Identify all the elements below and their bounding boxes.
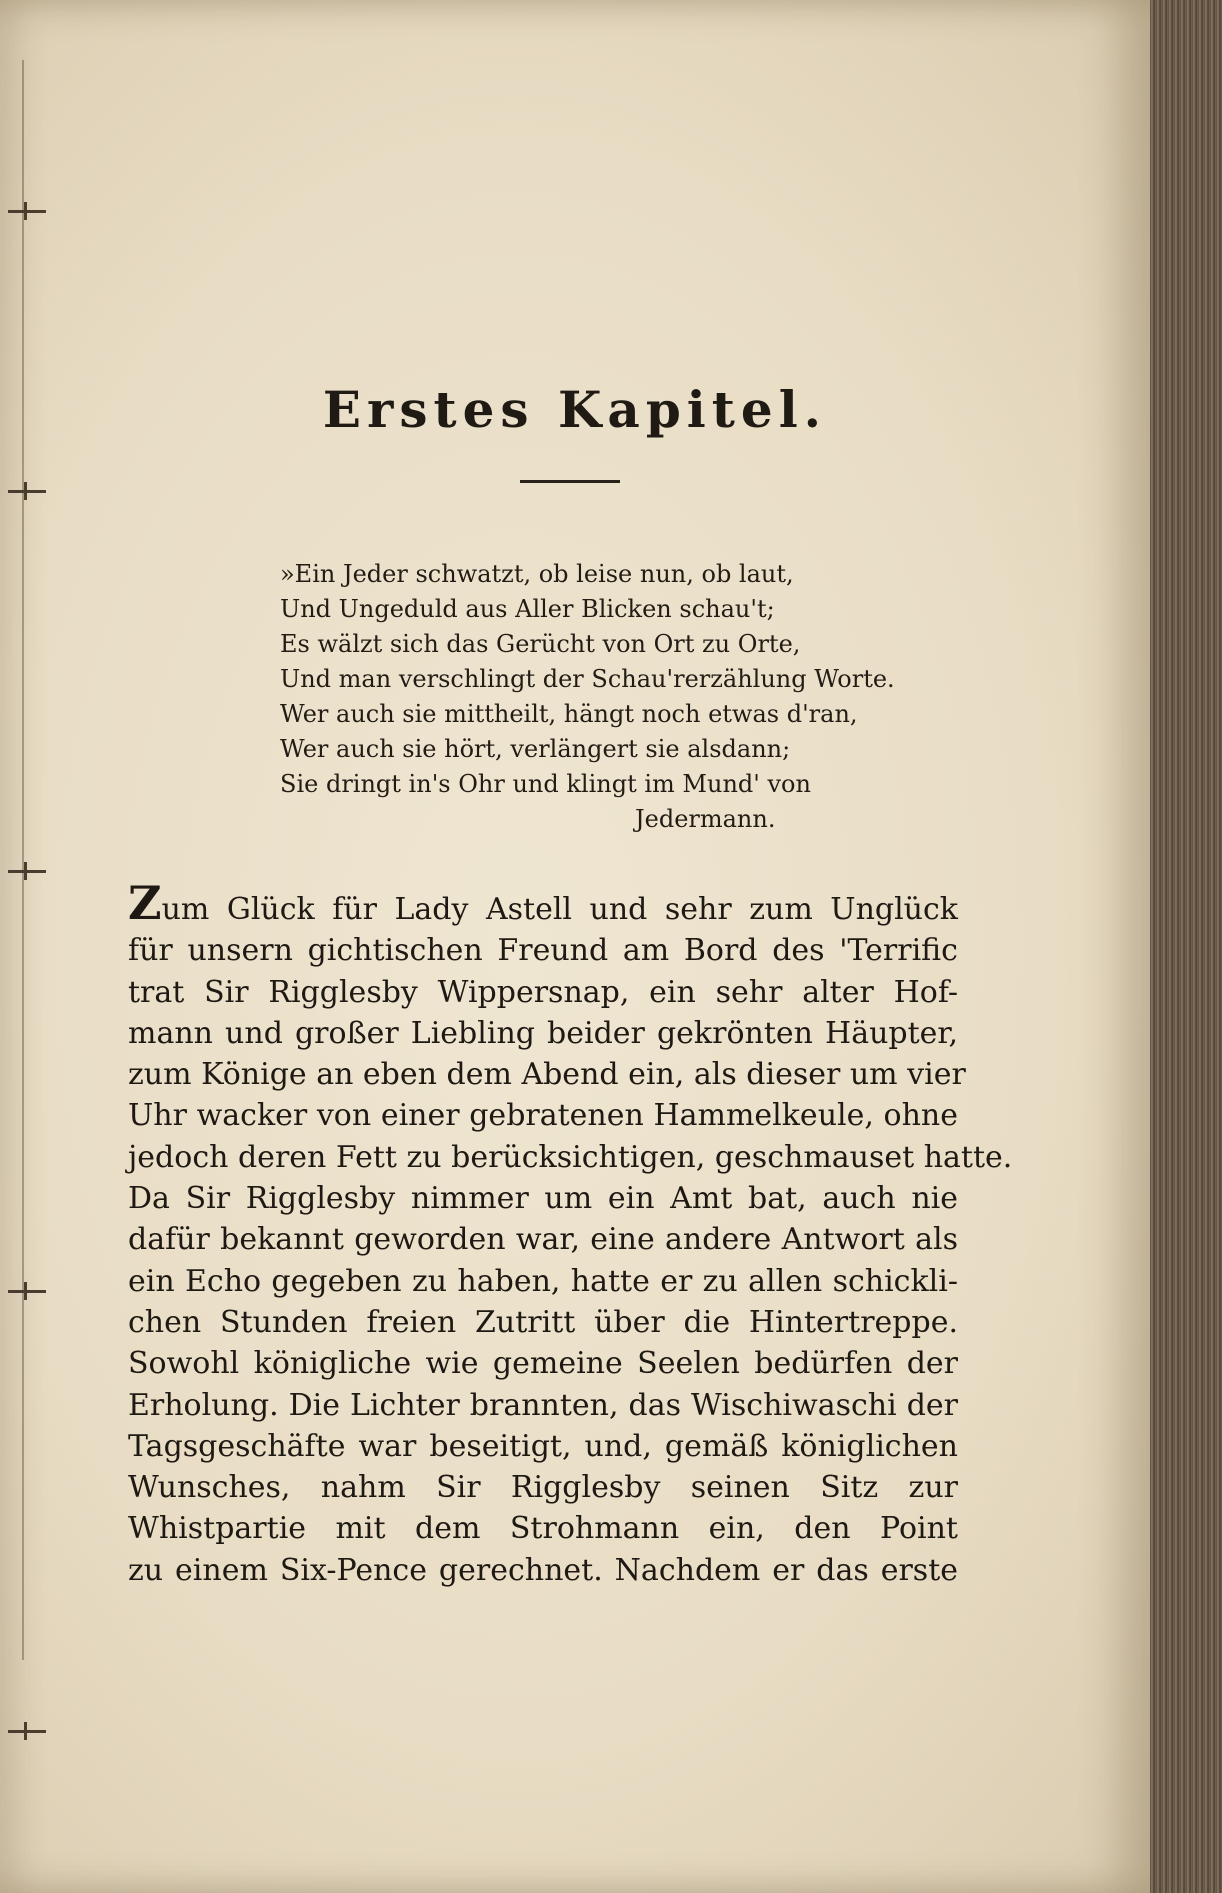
- text-line: jedoch deren Fett zu berücksichtigen, geschmauset hatte.: [128, 1139, 1013, 1175]
- text-line: ein Echo gegeben zu haben, hatte er zu allen schickli-: [128, 1263, 958, 1299]
- verse-line: »Ein Jeder schwatzt, ob leise nun, ob laut,: [280, 560, 794, 588]
- text-line: chen Stunden freien Zutritt über die Hintertreppe.: [128, 1304, 958, 1340]
- text-line: Uhr wacker von einer gebratenen Hammelkeule, ohne: [128, 1098, 958, 1134]
- text-line: Erholung. Die Lichter brannten, das Wischiwaschi der: [128, 1387, 958, 1423]
- binding-stitch: [8, 490, 46, 493]
- text-line: für unsern gichtischen Freund am Bord des 'Terrific: [128, 933, 958, 969]
- chapter-title: Erstes Kapitel.: [322, 380, 828, 439]
- verse-line: Es wälzt sich das Gerücht von Ort zu Orte,: [280, 630, 801, 658]
- motto-verse: [280, 557, 960, 837]
- text-line: zum Könige an eben dem Abend ein, als dieser um vier: [128, 1057, 966, 1093]
- verse-line: Jedermann.: [635, 805, 776, 833]
- divider-rule: [520, 480, 620, 483]
- text-line: dafür bekannt geworden war, eine andere Antwort als: [128, 1222, 958, 1258]
- text-line: zu einem Six-Pence gerechnet. Nachdem er das erste: [128, 1552, 958, 1588]
- binding-stitch: [8, 870, 46, 873]
- drop-cap: Z: [128, 876, 162, 930]
- text-line: Tagsgeschäfte war beseitigt, und, gemäß königlichen: [128, 1428, 958, 1464]
- text-line: Sowohl königliche wie gemeine Seelen bedürfen der: [128, 1346, 958, 1382]
- binding-stitch: [8, 1730, 46, 1733]
- binding-margin: [22, 60, 24, 1660]
- verse-line: Und Ungeduld aus Aller Blicken schau't;: [280, 595, 775, 623]
- body-paragraph: [128, 876, 1013, 1591]
- verse-line: Wer auch sie mittheilt, hängt noch etwas d'ran,: [280, 700, 858, 728]
- binding-stitch: [8, 1290, 46, 1293]
- text-line: Wunsches, nahm Sir Rigglesby seinen Sitz zur: [128, 1470, 958, 1506]
- text-line: Whistpartie mit dem Strohmann ein, den Point: [128, 1511, 958, 1547]
- text-line: Da Sir Rigglesby nimmer um ein Amt bat, auch nie: [128, 1181, 958, 1217]
- text-line: Zum Glück für Lady Astell und sehr zum Unglück: [128, 876, 958, 930]
- verse-line: Wer auch sie hört, verlängert sie alsdann;: [280, 735, 791, 763]
- verse-line: Sie dringt in's Ohr und klingt im Mund' von: [280, 770, 811, 798]
- text-line: mann und großer Liebling beider gekrönten Häupter,: [128, 1015, 958, 1051]
- binding-stitch: [8, 210, 46, 213]
- text-line: trat Sir Rigglesby Wippersnap, ein sehr alter Hof-: [128, 974, 958, 1010]
- page-stack-edge: [1150, 0, 1222, 1893]
- verse-line: Und man verschlingt der Schau'rerzählung Worte.: [280, 665, 895, 693]
